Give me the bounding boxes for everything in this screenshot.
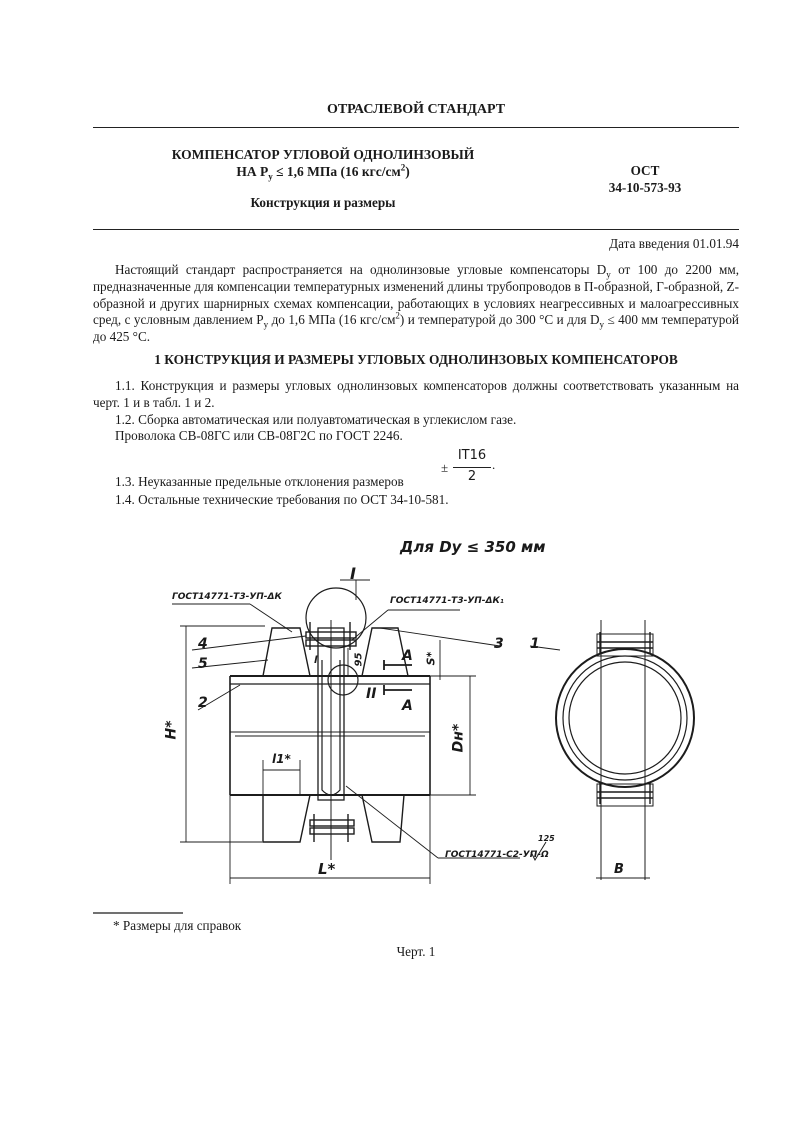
gost-label-left: ГОСТ14771-Т3-УП-ΔК xyxy=(172,592,282,602)
section-heading: 1 КОНСТРУКЦИЯ И РАЗМЕРЫ УГЛОВЫХ ОДНОЛИНЗОВЫХ КОМПЕНСАТОРОВ xyxy=(154,352,678,367)
section-text xyxy=(93,378,739,445)
doc-title-line2: НА $P_у \le 1,6$ МПа (16 кгс/$см^2$) xyxy=(236,162,410,182)
doc-title-line1: КОМПЕНСАТОР УГЛОВОЙ ОДНОЛИНЗОВЫЙ xyxy=(171,147,475,162)
tolerance-formula: ± IT16 2 . xyxy=(441,448,496,484)
section-A-top: A xyxy=(402,648,413,664)
clause-1-3: 1.3. Неуказанные предельные отклонения размеров xyxy=(115,474,404,489)
dim-S: S* xyxy=(424,651,438,666)
clause-1-1: 1.1. Конструкция и размеры угловых однолинзовых компенсаторов должны соответствовать указанным на черт. 1 и в табл. 1 и 2. xyxy=(93,378,739,410)
callout-5: 5 xyxy=(198,656,208,672)
drawing-caption: Для Dy ≤ 350 мм xyxy=(400,538,546,556)
dim-95: 95 xyxy=(353,652,365,667)
side-view xyxy=(230,588,430,860)
view-I-label: I xyxy=(350,564,356,583)
dim-l1: l1* xyxy=(272,752,291,766)
doc-code xyxy=(575,162,715,196)
dim-l: l xyxy=(314,655,318,666)
roughness-value: 125 xyxy=(538,834,555,843)
gost-label-right: ГОСТ14771-Т3-УП-ΔК₁ xyxy=(390,596,504,606)
clause-1-2: 1.2. Сборка автоматическая или полуавтоматическая в углекислом газе. xyxy=(115,411,517,427)
figure-caption: Черт. 1 xyxy=(396,944,436,959)
dim-H: H* xyxy=(163,720,180,740)
dim-L: L* xyxy=(318,860,336,878)
callout-1-endview: 1 xyxy=(530,636,540,652)
doc-code-number: 34-10-573-93 xyxy=(608,180,682,195)
dim-B: B xyxy=(614,862,624,877)
intro-date: Дата введения 01.01.94 xyxy=(609,236,739,251)
doc-title xyxy=(93,146,553,180)
title-rule xyxy=(93,229,739,230)
view-II-label: II xyxy=(366,686,377,702)
clause-1-2-wire: Проволока СВ-08ГС или СВ-08Г2С по ГОСТ 2246. xyxy=(115,428,403,444)
gost-label-bottom: ГОСТ14771-С2-УП-Ω xyxy=(445,850,549,860)
dim-DH: Dн* xyxy=(450,723,467,753)
section-A-bottom: A xyxy=(402,698,413,714)
clause-1-4: 1.4. Остальные технические требования по ОСТ 34-10-581. xyxy=(115,492,449,507)
standard-header: ОТРАСЛЕВОЙ СТАНДАРТ xyxy=(326,102,506,117)
footnote: * Размеры для справок xyxy=(113,918,242,933)
intro-paragraph: Настоящий стандарт распространяется на однолинзовые угловые компенсаторы $D_у$ от 100 до 2200 мм, предназначенные для компенсации температурных изменений длины трубопроводов в П-образной, Г-образной, Z-образной и других шарнирных схемах компенсации, работающих в условиях неагрессивных и малоагрессивных сред, с условным давлением $P_у$ до 1,6 МПа (16 кгс/$см^2$) и температурой до 300 °С и для $D_у \le 400$ мм температурой до 425 °С. xyxy=(93,262,739,345)
callout-4: 4 xyxy=(198,636,208,652)
callout-3: 3 xyxy=(494,636,504,652)
callout-2: 2 xyxy=(198,695,208,711)
doc-subtitle: Конструкция и размеры xyxy=(250,195,396,210)
doc-code-label: ОСТ xyxy=(630,163,660,178)
header-rule xyxy=(93,127,739,128)
dimensions xyxy=(172,580,520,884)
